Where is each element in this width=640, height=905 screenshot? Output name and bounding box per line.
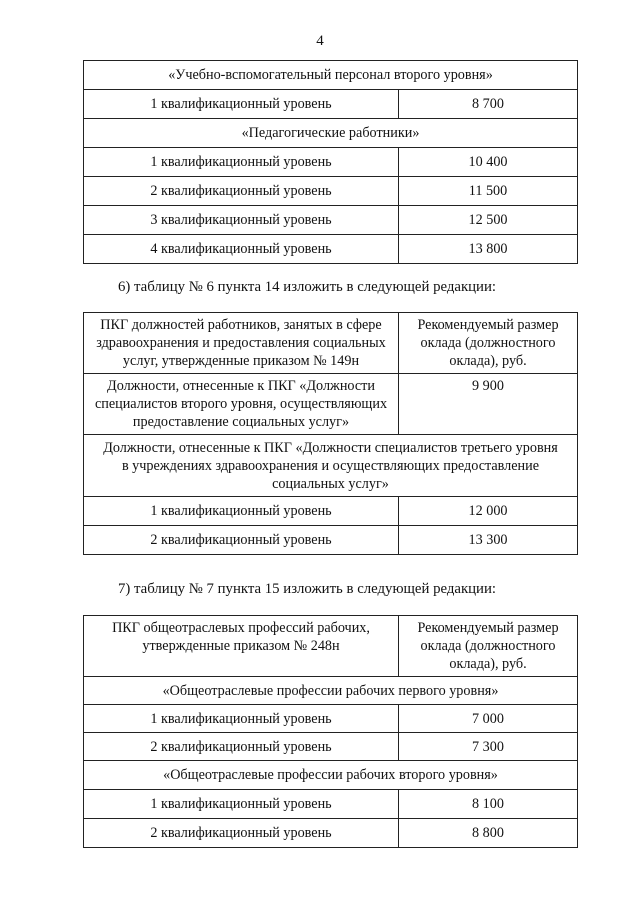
level-cell: 2 квалификационный уровень [84,733,399,761]
salary-table-7 [83,615,578,848]
table-row [84,235,578,264]
salary-table-5 [83,60,578,264]
table-row [84,497,578,526]
header-line: услуг, утвержденные приказом № 149н [122,353,360,369]
section-line: Должности, отнесенные к ПКГ «Должности специалистов третьего уровня [103,439,558,456]
table-row [84,119,578,148]
salary-value-cell: 13 300 [399,526,578,555]
header-line: утвержденные приказом № 248н [142,638,340,654]
table-row [84,435,578,497]
table-row [84,206,578,235]
cell-line: Должности, отнесенные к ПКГ «Должности [107,378,375,394]
section-line: в учреждениях здравоохранения и осуществляющих предоставление [121,457,540,474]
salary-value-cell: 9 900 [399,374,578,435]
header-line: оклада), руб. [449,656,527,672]
salary-value-cell: 8 100 [399,790,578,819]
header-salary-cell [399,616,578,677]
salary-table-6 [83,312,578,555]
section-header: «Педагогические работники» [84,119,578,148]
header-line: оклада (должностного [420,335,556,351]
header-line: оклада), руб. [449,353,527,369]
header-group-cell [84,313,399,374]
header-line: ПКГ общеотраслевых профессий рабочих, [112,620,370,636]
header-group-cell [84,616,399,677]
table-row [84,177,578,206]
salary-value-cell: 10 400 [399,148,578,177]
level-cell: 2 квалификационный уровень [84,819,399,848]
salary-value-cell: 8 700 [399,90,578,119]
paragraph-7: 7) таблицу № 7 пункта 15 изложить в следующей редакции: [118,581,496,597]
salary-value-cell: 11 500 [399,177,578,206]
level-cell: 1 квалификационный уровень [84,497,399,526]
salary-value-cell: 7 000 [399,705,578,733]
paragraph-6: 6) таблицу № 6 пункта 14 изложить в следующей редакции: [118,279,496,295]
cell-line: специалистов второго уровня, осуществляющих [94,396,388,412]
level-cell: 1 квалификационный уровень [84,705,399,733]
cell-line: предоставление социальных услуг» [132,414,350,430]
salary-value-cell: 7 300 [399,733,578,761]
table-row [84,61,578,90]
level-cell: 2 квалификационный уровень [84,526,399,555]
table-row [84,705,578,733]
header-line: ПКГ должностей работников, занятых в сфере [100,317,382,333]
table-row [84,374,578,435]
section-header [84,435,578,497]
salary-value-cell: 12 000 [399,497,578,526]
header-line: оклада (должностного [420,638,556,654]
salary-value-cell: 12 500 [399,206,578,235]
header-line: Рекомендуемый размер [417,620,559,636]
section-header: «Общеотраслевые профессии рабочих первого уровня» [84,677,578,705]
level-cell: 4 квалификационный уровень [84,235,399,264]
level-cell: 1 квалификационный уровень [84,90,399,119]
table-row [84,819,578,848]
header-line: Рекомендуемый размер [417,317,559,333]
section-header: «Учебно-вспомогательный персонал второго уровня» [84,61,578,90]
table-row [84,90,578,119]
table-header-row [84,313,578,374]
table-row [84,526,578,555]
level-cell: 1 квалификационный уровень [84,790,399,819]
page-number: 4 [316,33,324,49]
level-cell: 2 квалификационный уровень [84,177,399,206]
level-cell: 3 квалификационный уровень [84,206,399,235]
salary-value-cell: 13 800 [399,235,578,264]
position-cell [84,374,399,435]
header-salary-cell [399,313,578,374]
table-row [84,148,578,177]
section-header: «Общеотраслевые профессии рабочих второго уровня» [84,761,578,790]
section-line: социальных услуг» [272,475,389,492]
salary-value-cell: 8 800 [399,819,578,848]
table-row [84,677,578,705]
header-line: здравоохранения и предоставления социальных [96,335,386,351]
table-header-row [84,616,578,677]
level-cell: 1 квалификационный уровень [84,148,399,177]
table-row [84,790,578,819]
table-row [84,733,578,761]
table-row [84,761,578,790]
